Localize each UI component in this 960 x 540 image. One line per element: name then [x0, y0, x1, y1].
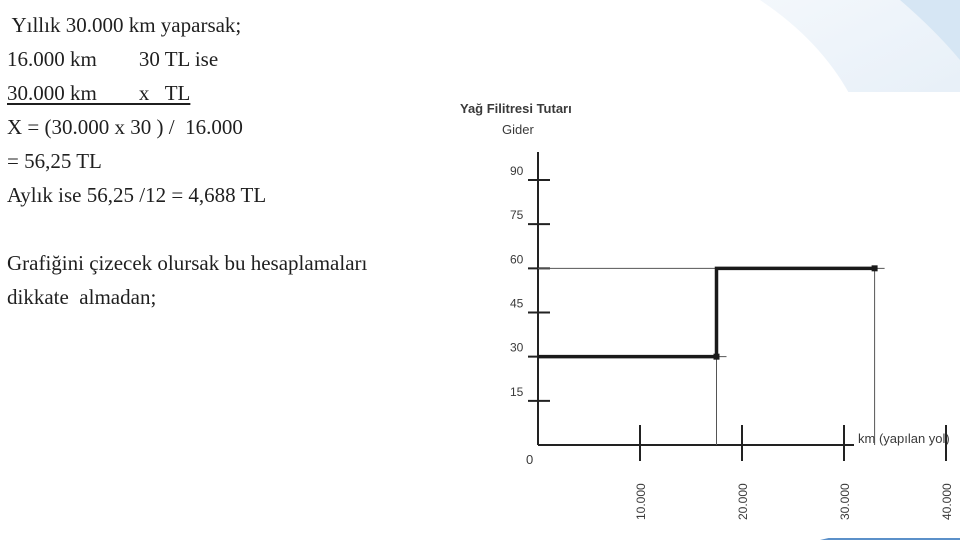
origin-label: 0: [526, 452, 534, 467]
text-line-5: = 56,25 TL: [7, 149, 102, 173]
y-tick-label: 60: [510, 252, 524, 267]
series-step-line: [538, 268, 875, 356]
x-axis-label: km (yapılan yol): [858, 431, 950, 446]
paragraph-line-2: dikkate almadan;: [7, 285, 157, 309]
text-line-3: 30.000 km x TL: [7, 81, 191, 105]
series-marker: [872, 265, 878, 271]
y-tick-label: 15: [510, 384, 524, 399]
paragraph-line-1: Grafiğini çizecek olursak bu hesaplamaları: [7, 251, 368, 275]
x-tick-label: 40.000: [940, 483, 954, 520]
step-chart: [446, 92, 960, 538]
x-tick-label: 20.000: [736, 483, 750, 520]
x-tick-label: 10.000: [634, 483, 648, 520]
text-line-2: 16.000 km 30 TL ise: [7, 47, 219, 71]
text-line-4: X = (30.000 x 30 ) / 16.000: [7, 115, 243, 139]
series-marker: [714, 354, 720, 360]
y-tick-label: 45: [510, 296, 524, 311]
x-tick-label: 30.000: [838, 483, 852, 520]
y-tick-label: 90: [510, 164, 524, 178]
chart-panel: [446, 92, 960, 538]
y-axis-label: Gider: [502, 122, 534, 137]
y-tick-label: 75: [510, 208, 524, 223]
text-line-6: Aylık ise 56,25 /12 = 4,688 TL: [7, 183, 267, 207]
text-line-1: Yıllık 30.000 km yaparsak;: [7, 13, 242, 37]
y-tick-label: 30: [510, 340, 524, 355]
chart-title: Yağ Filitresi Tutarı: [460, 101, 572, 116]
calculation-text: [7, 8, 367, 314]
